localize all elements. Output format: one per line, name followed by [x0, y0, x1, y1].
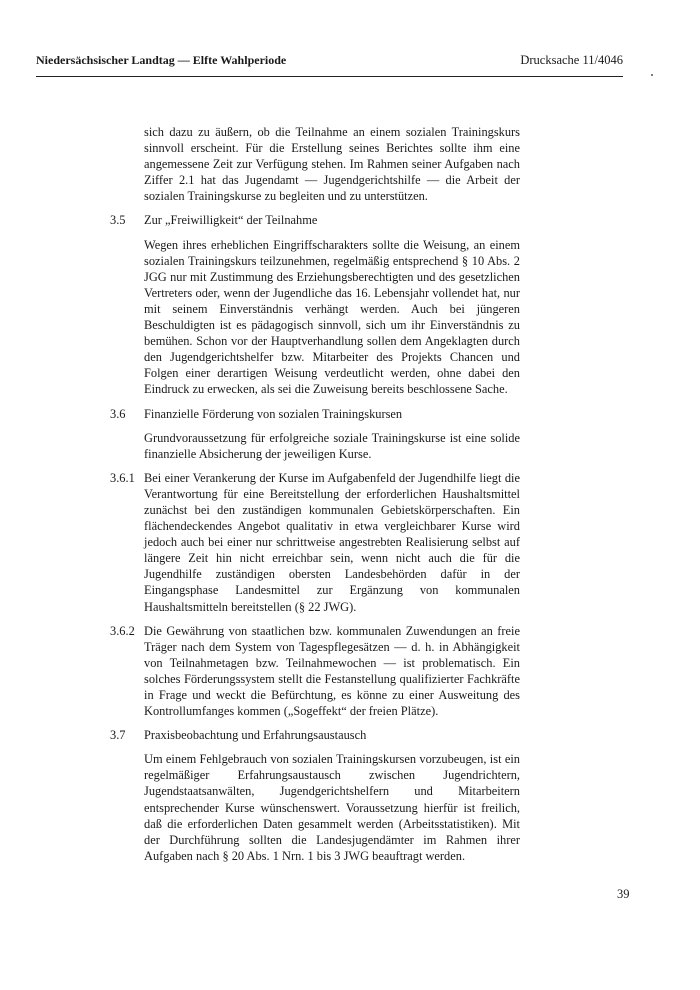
section-title: Praxisbeobachtung und Erfahrungsaustausch	[144, 728, 367, 743]
document-number: Drucksache 11/4046	[520, 53, 623, 67]
section-3-6-2	[110, 623, 520, 720]
section-body: Die Gewährung von staatlichen bzw. kommunalen Zuwendungen an freie Träger nach dem System von Tagespflegesätzen — d. h. in Abhängigkeit von Teilnahmetagen bzw. Teilnahmewochen — ist problematisch. Ein solches Förderungssystem stellt die Festanstellung qualifizierter Fachkräfte in Frage und weckt die Befürchtung, es könne zu einer Ausweitung des Kontrollumfanges kommen („Sogeffekt“ der freien Plätze).	[144, 623, 520, 719]
margin-dot	[651, 74, 653, 76]
header-title: Niedersächsischer Landtag — Elfte Wahlperiode	[36, 53, 287, 67]
page-header	[36, 53, 623, 69]
intro-paragraph: sich dazu zu äußern, ob die Teilnahme an einem sozialen Trainingskurs sinnvoll erscheint. Für die Erstellung seines Berichtes sollte ihm eine angemessene Zeit zur Verfügung stehen. Im Rahmen seiner Aufgaben nach Ziffer 2.1 hat das Jugendamt — Jugendgerichtshilfe — die Arbeit der sozialen Trainingskurse zu begleiten und zu unterstützen.	[144, 125, 520, 204]
section-3-6	[110, 406, 520, 462]
page-number: 39	[617, 887, 630, 901]
header-rule	[36, 76, 623, 77]
section-3-6-1	[110, 470, 520, 615]
section-number: 3.6	[110, 406, 126, 421]
section-body: Um einem Fehlgebrauch von sozialen Trainingskursen vorzubeugen, ist ein regelmäßiger Erfahrungsaustausch zwischen Jugendrichtern, Jugendstaatsanwälten, Jugendgerichtshelfern und Mitarbeitern entsprechender Kurse wünschenswert. Voraussetzung hierfür ist freilich, daß die erforderlichen Daten gesammelt werden (Arbeitsstatistiken). Mit der Durchführung sollten die Landesjugendämter im Rahmen ihrer Aufgaben nach § 20 Abs. 1 Nrn. 1 bis 3 JWG beauftragt werden.	[144, 752, 520, 863]
section-body: Wegen ihres erheblichen Eingriffscharakters sollte die Weisung, an einem sozialen Trainingskurs teilzunehmen, regelmäßig entsprechend § 10 Abs. 2 JGG nur mit Zustimmung des Erziehungsberechtigten und des gesetzlichen Vertreters oder, wenn der Jugendliche das 16. Lebensjahr vollendet hat, nur mit seinem Einverständnis verhängt werden. Auch bei jüngeren Beschuldigten ist es pädagogisch sinnvoll, sich um ihr Einverständnis zu bemühen. Schon vor der Hauptverhandlung sollen dem Angeklagten durch den Jugendgerichtshelfer bzw. Mitarbeiter des Projekts Chancen und Folgen einer derartigen Weisung verdeutlicht werden, ohne dabei den Eindruck zu erwecken, als sei die Zuweisung bereits beschlossene Sache.	[144, 237, 520, 397]
section-body: Bei einer Verankerung der Kurse im Aufgabenfeld der Jugendhilfe liegt die Verantwortung für eine Bereitstellung der erforderlichen Haushaltsmittel zunächst bei den zuständigen kommunalen Gebietskörperschaften. Ein flächendeckendes Angebot qualitativ in etwa vergleichbarer Kurse wird jedoch auch bei einer nur schrittweise angestrebten Realisierung selbst auf längere Zeit hin nicht erreichbar sein, wenn nicht auch die für die Jugendhilfe zuständigen obersten Landesbehörden dafür in der Eingangsphase Landesmittel zur Ergänzung von kommunalen Haushaltsmitteln bereitstellen (§ 22 JWG).	[144, 470, 520, 614]
section-body: Grundvoraussetzung für erfolgreiche soziale Trainingskurse ist eine solide finanzielle Absicherung der jeweiligen Kurse.	[144, 430, 520, 461]
section-3-7	[110, 727, 520, 864]
page-body	[110, 124, 520, 872]
section-number: 3.6.1	[110, 470, 135, 485]
section-3-5	[110, 212, 520, 397]
section-title: Finanzielle Förderung von sozialen Trainingskursen	[144, 406, 403, 421]
section-number: 3.5	[110, 213, 126, 228]
section-title: Zur „Freiwilligkeit“ der Teilnahme	[144, 213, 318, 228]
section-number: 3.7	[110, 728, 126, 743]
section-number: 3.6.2	[110, 623, 135, 638]
